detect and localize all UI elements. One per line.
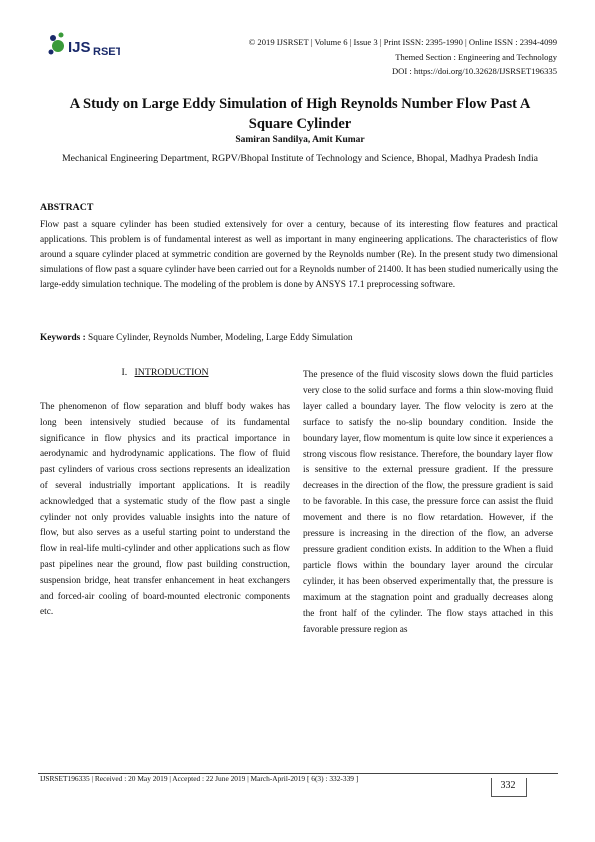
paper-title-line-1: A Study on Large Eddy Simulation of High Reynolds Number Flow Past A [69, 96, 531, 112]
intro-column-left: The phenomenon of flow separation and bluff body wakes has long been intensively studied because of its fundamental significance in flow physics and its practical importance in aerodynamic and hydrodynamic applications. The flow of fluid past cylinders of various cross sections represents an idealization of several industrially important applications. It is readily acknowledged that a systematic study of the flow past a single cylinder not only provides valuable insights into the nature of flow, but also serves as a useful starting point to understand the flow in real-life multi-cylinder and other applications such as flow past pipelines near the ground, flow past building construction, suspension bridge, heat transfer enhancement in heat exchangers and forced-air cooling of board-mounted electronic components etc. [40, 402, 290, 618]
intro-column-right: The presence of the fluid viscosity slows down the fluid particles very close to the solid surface and forms a thin slow-moving fluid layer called a boundary layer. The flow velocity is zero at the surface to satisfy the no-slip boundary condition. Inside the boundary layer, flow momentum is quite low since it experiences a strong viscous flow resistance. Therefore, the boundary layer flow is sensitive to the external pressure gradient. If the pressure decreases in the direction of the flow, the pressure gradient is said to be favorable. In this case, the pressure force can assist the fluid movement and there is no flow retardation. However, if the pressure is increasing in the direction of the flow, an adverse pressure gradient condition exists. In addition to the When a fluid particle flows within the boundary layer around the circular cylinder, it has been observed experimentally that, the pressure is maximum at the stagnation point and gradually decreases along the front half of the cylinder. The flow stays attached in this favorable pressure region as [303, 370, 553, 635]
journal-header [249, 35, 557, 79]
footer-citation: IJSRSET196335 | Received : 20 May 2019 | Accepted : 22 June 2019 | March-April-2019 [ 6(3) : 332-339 ] [40, 774, 359, 783]
header-section-line: Themed Section : Engineering and Technology [395, 51, 557, 62]
svg-text:RSET: RSET [93, 46, 120, 58]
section-number: I. [121, 367, 128, 378]
section-title: INTRODUCTION [134, 367, 209, 378]
journal-logo-mark [48, 28, 120, 60]
paper-authors: Samiran Sandilya, Amit Kumar [235, 135, 365, 145]
paper-title-line-2: Square Cylinder [248, 116, 352, 132]
abstract-text: Flow past a square cylinder has been studied extensively for over a century, because of its interesting flow features and practical applications. This problem is of fundamental interest as well as important in many engineering applications. The characteristics of flow around a square cylinder placed at symmetric condition are governed by the Reynolds number (Re). In the present study two dimensional simulations of flow past a square cylinder have been carried out for a Reynolds number of 21400. It has been studied numerically using the large-eddy simulation technique. The modeling of the problem is done by ANSYS 17.1 preprocessing software. [40, 220, 558, 290]
svg-text:IJS: IJS [68, 39, 91, 56]
abstract-heading: ABSTRACT [40, 202, 94, 213]
paper-affiliation: Mechanical Engineering Department, RGPV/Bhopal Institute of Technology and Science, Bhopal, Madhya Pradesh India [61, 153, 539, 164]
keywords [40, 333, 560, 343]
paper-title [40, 94, 560, 134]
header-issn-line: © 2019 IJSRSET | Volume 6 | Issue 3 | Print ISSN: 2395-1990 | Online ISSN : 2394-4099 [248, 37, 557, 47]
section-heading [40, 367, 290, 378]
keywords-label: Keywords : [40, 333, 86, 343]
header-doi-line[interactable]: DOI : https://doi.org/10.32628/IJSRSET196335 [391, 66, 557, 76]
journal-logo [48, 28, 120, 60]
page-number: 332 [500, 780, 516, 791]
keywords-text: Square Cylinder, Reynolds Number, Modeling, Large Eddy Simulation [85, 333, 353, 343]
